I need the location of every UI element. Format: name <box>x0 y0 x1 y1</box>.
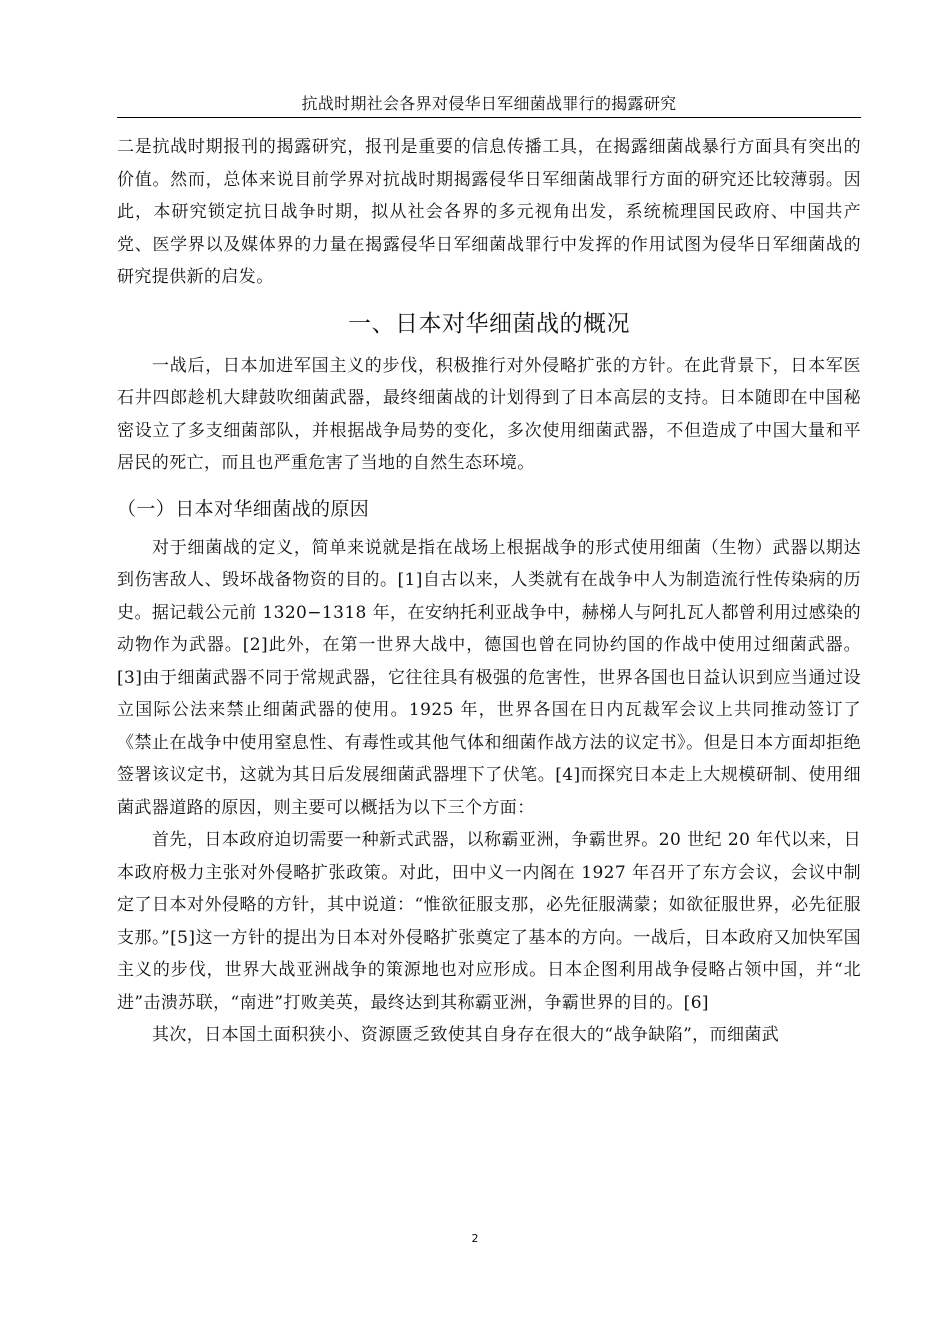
intro-paragraph: 二是抗战时期报刊的揭露研究，报刊是重要的信息传播工具，在揭露细菌战暴行方面具有突出的价值。然而，总体来说目前学界对抗战时期揭露侵华日军细菌战罪行方面的研究还比较薄弱。因此，本研究锁定抗日战争时期，拟从社会各界的多元视角出发，系统梳理国民政府、中国共产党、医学界以及媒体界的力量在揭露侵华日军细菌战罪行中发挥的作用试图为侵华日军细菌战的研究提供新的启发。 <box>117 137 861 287</box>
body-paragraph: 首先，日本政府迫切需要一种新式武器，以称霸亚洲，争霸世界。20 世纪 20 年代以来，日本政府极力主张对外侵略扩张政策。对此，田中义一内阁在 1927 年召开了东方会议，会议中制定了日本对外侵略的方针，其中说道：“惟欲征服支那，必先征服满蒙；如欲征服世界，必先征服支那。”[5]这一方针的提出为日本对外侵略扩张奠定了基本的方向。一战后，日本政府又加快军国主义的步伐，世界大战亚洲战争的策源地也对应形成。日本企图利用战争侵略占领中国，并“北进”击溃苏联，“南进”打败美英，最终达到其称霸亚洲，争霸世界的目的。[6] <box>117 830 861 1013</box>
section-paragraph: 一战后，日本加进军国主义的步伐，积极推行对外侵略扩张的方针。在此背景下，日本军医石井四郎趁机大肆鼓吹细菌武器，最终细菌战的计划得到了日本高层的支持。日本随即在中国秘密设立了多支细菌部队，并根据战争局势的变化，多次使用细菌武器，不但造成了中国大量和平居民的死亡，而且也严重危害了当地的自然生态环境。 <box>117 355 861 473</box>
body-paragraph: 对于细菌战的定义，简单来说就是指在战场上根据战争的形式使用细菌（生物）武器以期达到伤害敌人、毁坏战备物资的目的。[1]自古以来，人类就有在战争中人为制造流行性传染病的历史。据记载公元前 1320−1318 年，在安纳托利亚战争中，赫梯人与阿扎瓦人都曾利用过感染的动物作为武器。[2]此外，在第一世界大战中，德国也曾在同协约国的作战中使用过细菌武器。[3]由于细菌武器不同于常规武器，它往往具有极强的危害性，世界各国也日益认识到应当通过设立国际公法来禁止细菌武器的使用。1925 年，世界各国在日内瓦裁军会议上共同推动签订了《禁止在战争中使用窒息性、有毒性或其他气体和细菌作战方法的议定书》。但是日本方面却拒绝签署该议定书，这就为其日后发展细菌武器埋下了伏笔。[4]而探究日本走上大规模研制、使用细菌武器道路的原因，则主要可以概括为以下三个方面： <box>117 537 861 818</box>
section-title: 一、日本对华细菌战的概况 <box>348 310 630 337</box>
page-number: 2 <box>471 1232 479 1245</box>
body-paragraph: 其次，日本国土面积狭小、资源匮乏致使其自身存在很大的“战争缺陷”，而细菌武 <box>152 1025 780 1045</box>
subsection-title: （一）日本对华细菌战的原因 <box>117 497 370 520</box>
running-header: 抗战时期社会各界对侵华日军细菌战罪行的揭露研究 <box>301 94 677 113</box>
page-content <box>117 131 861 1052</box>
header-rule <box>117 117 861 118</box>
